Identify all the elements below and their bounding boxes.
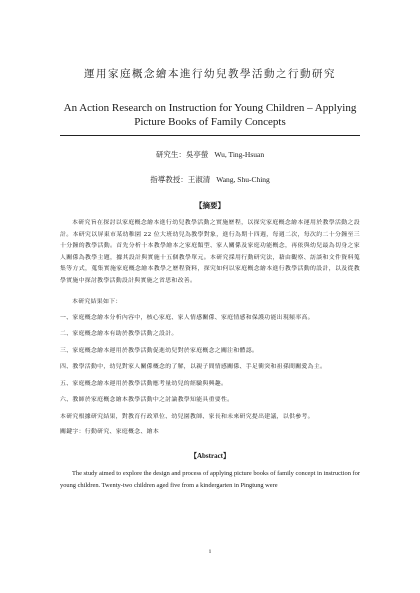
findings-list [60, 313, 360, 407]
abstract-zh-heading: 【摘要】 [195, 201, 225, 210]
finding-item: 三、家庭概念繪本運用於教學活動促進幼兒對於家庭概念之關注和體認。 [60, 347, 259, 354]
abstract-en-heading: 【Abstract】 [189, 451, 231, 460]
advisor-label: 指導教授：王淑清 [150, 175, 211, 184]
abstract-zh-paragraph: 本研究旨在探討以家庭概念繪本進行幼兒教學活動之實施歷程，以探究家庭概念繪本運用於教學活動之設計。本研究以屏東市某幼稚園 22 位大班幼兒為教學對象，進行為期十四週，每週二次，每次約二十分鐘至三十分鐘的教學活動。首先分析十本教學繪本之家庭類型、家人關係及家庭功能概念，再依與幼兒最為切身之家人關係為教學主題，據其設計與實施十五個教學單元。本研究採用行動研究法，藉由觀察、訪談和文件資料蒐集等方式，蒐集實施家庭概念繪本教學之歷程資料，探究如何以家庭概念繪本進行教學活動的設計，以及從教學實施中探討教學活動設計與實施之省思和改善。 [60, 220, 360, 284]
finding-item: 二、家庭概念繪本有助於教學活動之設計。 [60, 331, 178, 337]
abstract-en-paragraph: The study aimed to explore the design and process of applying picture books of family concept in instruction for young children. Twenty-two children aged five from a kindergarten in Pingtung were [60, 469, 360, 489]
title-chinese: 運用家庭概念繪本進行幼兒教學活動之行動研究 [84, 68, 336, 80]
author-line [60, 150, 360, 160]
finding-item: 四、教學活動中，幼兒對家人關係概念的了解，以親子間情感關係、手足衝突和祖孫間關愛為主。 [60, 364, 327, 370]
advisor-line [60, 175, 360, 185]
title-divider [60, 135, 360, 136]
author-name-en: Wu, Ting-Hsuan [214, 150, 265, 159]
finding-item: 五、家庭概念繪本運用於教學活動應考量幼兒的經驗與興趣。 [60, 380, 228, 387]
recommendations-sentence: 本研究根據研究結果，對教育行政單位、幼兒園教師、家長和未來研究提出建議，以供參考。 [60, 413, 314, 420]
finding-item: 六、教師於家庭概念繪本教學活動中之討論教學知能具重要性。 [60, 397, 234, 403]
keywords: 關鍵字：行動研究、家庭概念、繪本 [60, 429, 160, 435]
author-label: 研究生：吳亭螢 [155, 150, 209, 159]
advisor-name-en: Wang, Shu-Ching [216, 175, 270, 184]
findings-lead: 本研究結果如下： [72, 299, 122, 305]
title-english: An Action Research on Instruction for Young Children – Applying Picture Books of Family Concepts [63, 102, 357, 128]
page-number: i [209, 548, 211, 555]
finding-item: 一、家庭概念繪本分析內容中，核心家庭、家人情感關係、家庭情感和保護功能出現頻率高。 [60, 314, 314, 321]
